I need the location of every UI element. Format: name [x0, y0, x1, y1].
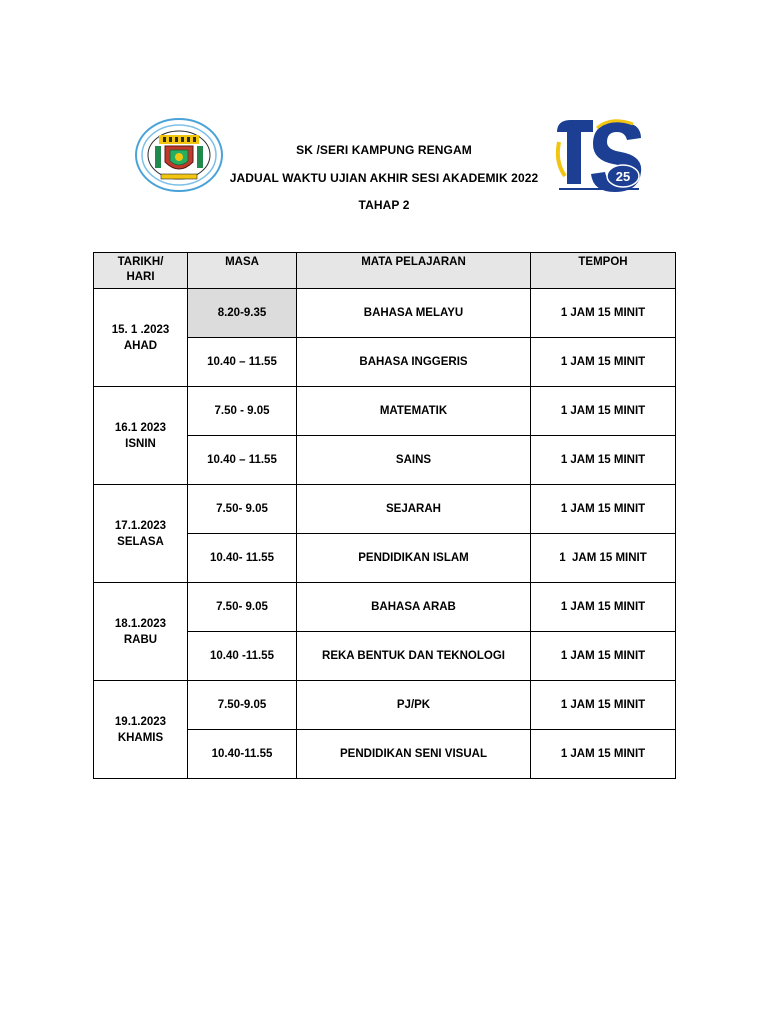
duration-cell: 1 JAM 15 MINIT — [531, 436, 676, 485]
time-cell: 7.50 - 9.05 — [188, 387, 297, 436]
date-text: 19.1.2023 — [114, 715, 167, 728]
time-cell: 10.40 – 11.55 — [188, 338, 297, 387]
day-text: KHAMIS — [117, 731, 164, 744]
duration-cell: 1 JAM 15 MINIT — [531, 289, 676, 338]
day-text: RABU — [123, 633, 158, 646]
duration-cell: 1 JAM 15 MINIT — [531, 730, 676, 779]
duration-cell: 1 JAM 15 MINIT — [531, 583, 676, 632]
duration-cell: 1 JAM 15 MINIT — [531, 681, 676, 730]
header-duration: TEMPOH — [531, 253, 676, 289]
date-cell — [94, 485, 188, 583]
time-cell: 10.40-11.55 — [188, 730, 297, 779]
subject-cell: PENDIDIKAN ISLAM — [297, 534, 531, 583]
day-text: AHAD — [123, 339, 158, 352]
header-date-line1: TARIKH/ — [117, 256, 164, 268]
time-cell: 8.20-9.35 — [188, 289, 297, 338]
date-text: 17.1.2023 — [114, 519, 167, 532]
subject-cell: BAHASA MELAYU — [297, 289, 531, 338]
table-row — [94, 485, 676, 534]
header-date — [94, 253, 188, 289]
subject-cell: PJ/PK — [297, 681, 531, 730]
date-cell — [94, 583, 188, 681]
school-name: SK /SERI KAMPUNG RENGAM — [296, 143, 472, 157]
subject-cell: BAHASA ARAB — [297, 583, 531, 632]
time-cell: 10.40- 11.55 — [188, 534, 297, 583]
ts25-logo-text: 25 — [615, 169, 631, 184]
time-cell: 7.50-9.05 — [188, 681, 297, 730]
ts25-logo-icon — [553, 114, 645, 196]
time-cell: 10.40 -11.55 — [188, 632, 297, 681]
date-text: 16.1 2023 — [114, 421, 167, 434]
day-text: SELASA — [117, 535, 164, 548]
day-text: ISNIN — [125, 437, 156, 450]
document-title: JADUAL WAKTU UJIAN AKHIR SESI AKADEMIK 2022 — [229, 171, 539, 185]
date-text: 15. 1 .2023 — [111, 323, 170, 336]
time-cell: 7.50- 9.05 — [188, 485, 297, 534]
subject-cell: PENDIDIKAN SENI VISUAL — [297, 730, 531, 779]
duration-cell: 1 JAM 15 MINIT — [531, 534, 676, 583]
time-cell: 7.50- 9.05 — [188, 583, 297, 632]
duration-cell: 1 JAM 15 MINIT — [531, 485, 676, 534]
subject-cell: REKA BENTUK DAN TEKNOLOGI — [297, 632, 531, 681]
subject-cell: MATEMATIK — [297, 387, 531, 436]
header-time: MASA — [188, 253, 297, 289]
subject-cell: SAINS — [297, 436, 531, 485]
date-cell — [94, 387, 188, 485]
table-row — [94, 583, 676, 632]
duration-cell: 1 JAM 15 MINIT — [531, 338, 676, 387]
duration-cell: 1 JAM 15 MINIT — [531, 387, 676, 436]
date-cell — [94, 681, 188, 779]
header-subject: MATA PELAJARAN — [297, 253, 531, 289]
table-header-row — [94, 253, 676, 289]
table-row — [94, 681, 676, 730]
date-text: 18.1.2023 — [114, 617, 167, 630]
date-cell — [94, 289, 188, 387]
duration-cell: 1 JAM 15 MINIT — [531, 632, 676, 681]
table-row — [94, 387, 676, 436]
exam-schedule-table — [93, 252, 676, 779]
table-row — [94, 289, 676, 338]
subject-cell: BAHASA INGGERIS — [297, 338, 531, 387]
subject-cell: SEJARAH — [297, 485, 531, 534]
time-cell: 10.40 – 11.55 — [188, 436, 297, 485]
level-label: TAHAP 2 — [358, 198, 410, 212]
header-date-line2: HARI — [126, 271, 155, 283]
